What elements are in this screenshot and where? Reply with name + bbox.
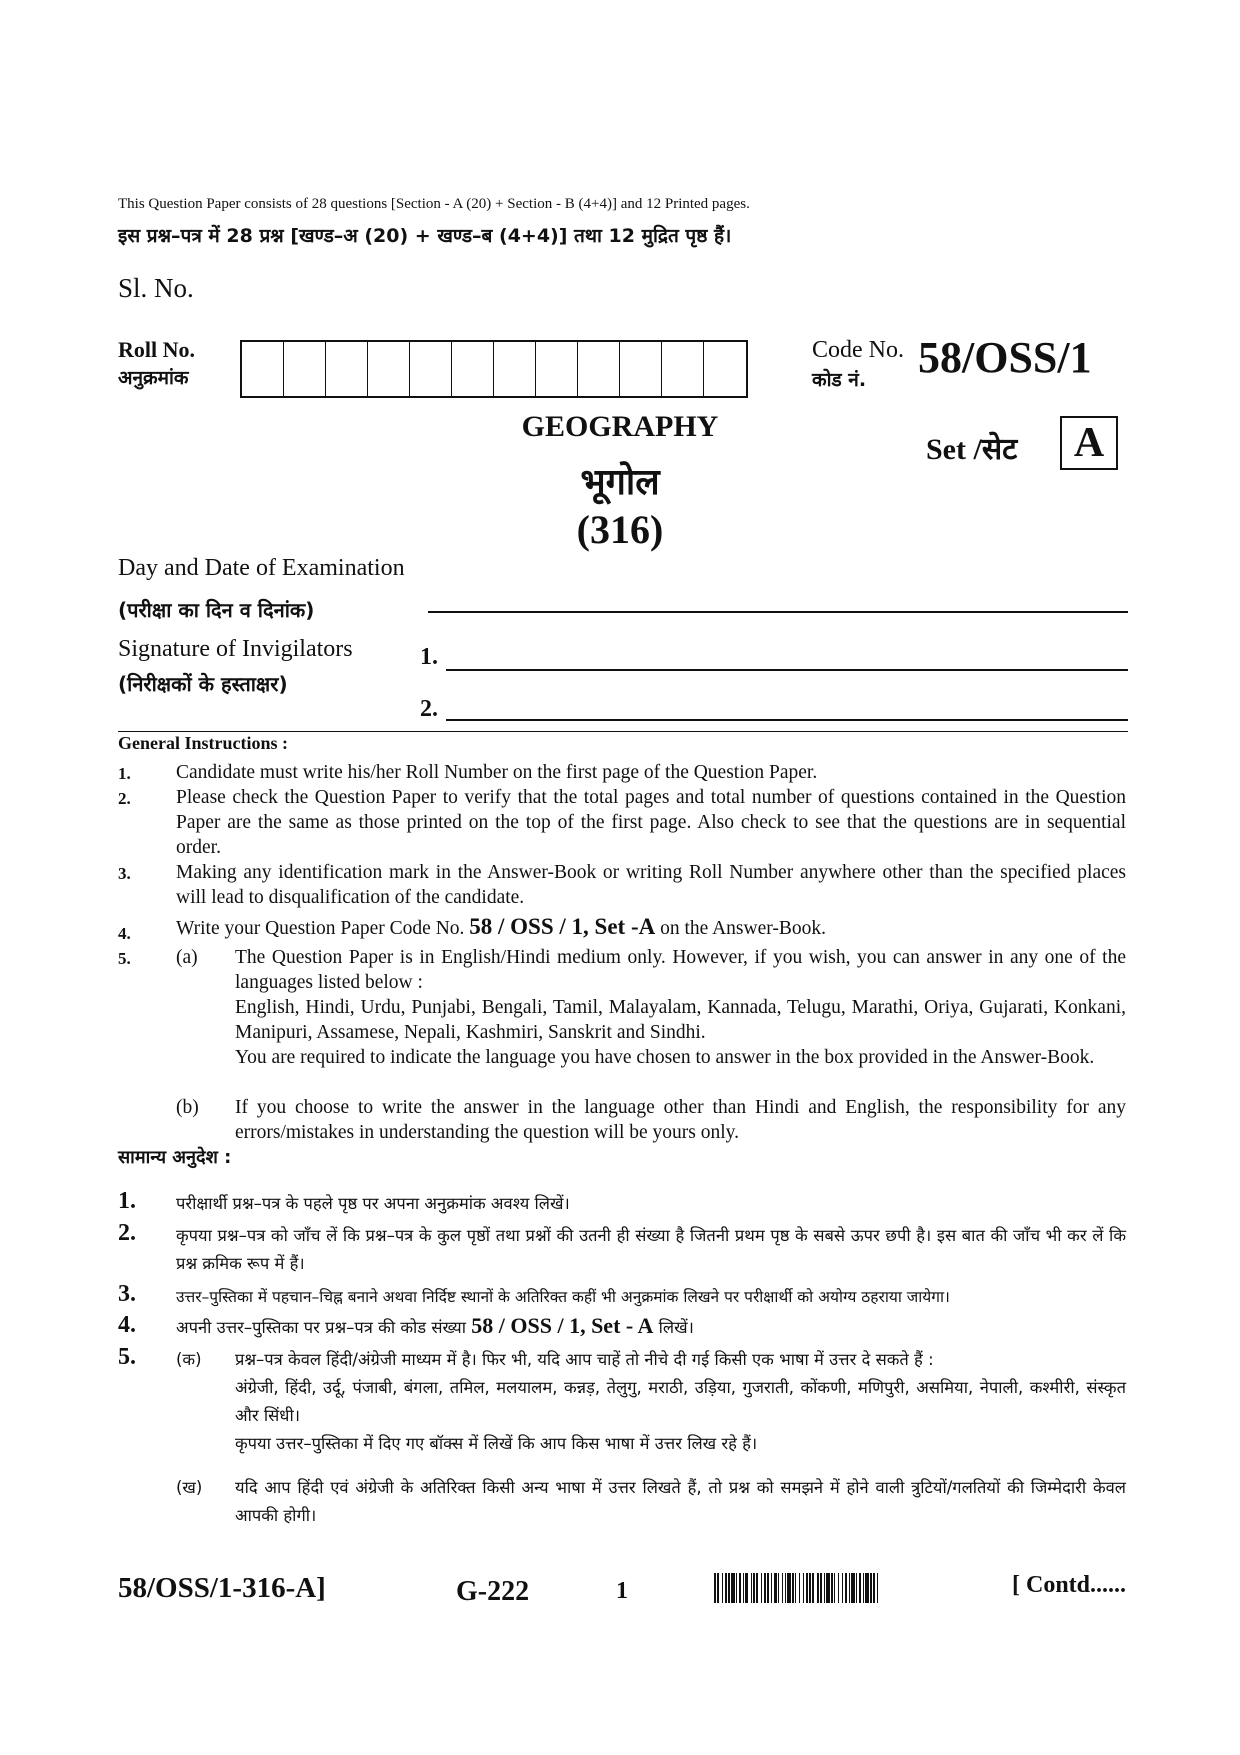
barcode-stripe [878,1573,881,1603]
sub-instruction-mark: (a) [176,947,198,968]
barcode [714,1573,1006,1603]
instruction-text-hindi: कृपया प्रश्न–पत्र को जाँच लें कि प्रश्न–पत्र के कुल पृष्ठों तथा प्रश्नों की उतनी ही संख्या है जितनी प्रथम पृष्ठ के सबसे ऊपर छपी है। इस बात की जाँच भी कर लें कि प्रश्न क्रमिक रूप में हैं। [176,1226,1126,1273]
instruction-text-hindi: उत्तर–पुस्तिका में पहचान–चिह्न बनाने अथवा निर्दिष्ट स्थानों के अतिरिक्त कहीं भी अनुक्रमांक लिखने पर परीक्षार्थी को अयोग्य ठहराया जायेगा। [176,1288,950,1306]
code-number-label: Code No. [812,337,904,363]
language-box-note-hindi: कृपया उत्तर–पुस्तिका में दिए गए बॉक्स में लिखें कि आप किस भाषा में उत्तर लिख रहे हैं। [235,1434,758,1453]
exam-date-line[interactable] [428,611,1128,613]
code-number-value: 58/OSS/1 [918,333,1092,382]
sub-instruction-text-hindi [235,1346,1126,1458]
sub-instruction-mark: (b) [176,1097,199,1118]
exam-date-label-hindi: (परीक्षा का दिन व दिनांक) [118,598,315,622]
roll-number-box[interactable] [620,342,662,396]
roll-number-box[interactable] [284,342,326,396]
instruction-number: 5. [118,949,131,968]
signature-2-line[interactable] [446,719,1128,721]
roll-number-box[interactable] [662,342,704,396]
instruction-text-part: अपनी उत्तर–पुस्तिका पर प्रश्न–पत्र की कोड संख्या [176,1318,472,1337]
roll-number-box[interactable] [368,342,410,396]
instruction-text-part: लिखें। [653,1318,694,1337]
paper-summary-english: This Question Paper consists of 28 questions [Section - A (20) + Section - B (4+4)] and 12 Printed pages. [118,196,750,212]
instruction-text [176,914,1126,941]
sub-instruction-text [235,945,1126,1070]
instruction-number: 4. [118,1312,136,1338]
subject-title: GEOGRAPHY [521,410,719,443]
instruction-number: 4. [118,924,131,943]
set-label: Set /सेट [926,433,1018,466]
instruction-number: 5. [118,1344,136,1370]
roll-number-box[interactable] [536,342,578,396]
medium-note-hindi: प्रश्न–पत्र केवल हिंदी/अंग्रेजी माध्यम में है। फिर भी, यदि आप चाहें तो नीचे दी गई किसी एक भाषा में उत्तर दे सकते हैं : [235,1350,934,1369]
instruction-text-hindi [176,1312,1126,1342]
instruction-number: 1. [118,764,131,783]
footer-series: G-222 [456,1576,530,1607]
paper-summary-hindi: इस प्रश्न–पत्र में 28 प्रश्न [खण्ड–अ (20) + खण्ड–ब (4+4)] तथा 12 मुद्रित पृष्ठ हैं। [118,225,732,247]
subject-code: (316) [576,507,664,552]
instruction-text: Please check the Question Paper to verify that the total pages and total number of questions contained in the Question Paper are the same as those printed on the top of the first page. Also check to see that the questions are in sequential order. [176,787,1126,858]
signature-1-number: 1. [420,644,438,670]
roll-number-box[interactable] [494,342,536,396]
sub-instruction-mark: (ख) [176,1478,203,1497]
instruction-text-hindi: परीक्षार्थी प्रश्न–पत्र के पहले पृष्ठ पर अपना अनुक्रमांक अवश्य लिखें। [176,1194,570,1213]
serial-number-label: Sl. No. [118,273,194,303]
instruction-text: Making any identification mark in the Answer-Book or writing Roll Number anywhere other than the specified places will lead to disqualification of the candidate. [176,862,1126,908]
sub-instruction-text-hindi: यदि आप हिंदी एवं अंग्रेजी के अतिरिक्त किसी अन्य भाषा में उत्तर लिखते हैं, तो प्रश्न को समझने में होने वाली त्रुटियों/गलतियों की जिम्मेदारी केवल आपकी होगी। [235,1478,1126,1525]
language-list-hindi: अंग्रेजी, हिंदी, उर्दू, पंजाबी, बंगला, तमिल, मलयालम, कन्नड़, तेलुगु, मराठी, उड़िया, गुजराती, कोंकणी, मणिपुरी, असमिया, नेपाली, कश्मीरी, संस्कृत और सिंधी। [235,1378,1126,1425]
instruction-number: 1. [118,1188,136,1214]
instruction-number: 2. [118,789,131,808]
subject-title-hindi: भूगोल [580,462,660,503]
roll-number-box[interactable] [326,342,368,396]
roll-number-boxes[interactable] [240,340,748,398]
sub-instruction-text: If you choose to write the answer in the language other than Hindi and English, the responsibility for any errors/mistakes in understanding the question will be yours only. [235,1097,1126,1143]
roll-number-box[interactable] [578,342,620,396]
section-divider [118,731,1128,732]
roll-number-box[interactable] [452,342,494,396]
instruction-text-part: Write your Question Paper Code No. [176,918,470,939]
exam-date-label: Day and Date of Examination [118,555,405,581]
roll-number-box[interactable] [704,342,746,396]
instruction-number: 3. [118,1281,136,1307]
footer-continued: [ Contd...... [1012,1572,1127,1598]
language-box-note: You are required to indicate the language you have chosen to answer in the box provided in the Answer-Book. [235,1047,1095,1068]
paper-code-emphasis: 58 / OSS / 1, Set -A [469,914,656,939]
set-value-box: A [1060,416,1118,470]
signature-2-number: 2. [420,696,438,722]
general-instructions-title: General Instructions : [118,733,288,753]
language-list: English, Hindi, Urdu, Punjabi, Bengali, Tamil, Malayalam, Kannada, Telugu, Marathi, Oriya, Gujarati, Konkani, Manipuri, Assamese, Nepali, Kashmiri, Sanskrit and Sindhi. [235,997,1126,1043]
signature-1-line[interactable] [446,669,1128,671]
hindi-instructions-title: सामान्य अनुदेश : [118,1147,232,1168]
instruction-text-part: on the Answer-Book. [655,918,826,939]
instruction-number: 3. [118,864,131,883]
roll-number-label-hindi: अनुक्रमांक [118,367,189,389]
roll-number-box[interactable] [242,342,284,396]
invigilator-signature-label-hindi: (निरीक्षकों के हस्ताक्षर) [118,672,288,696]
roll-number-box[interactable] [410,342,452,396]
instruction-number: 2. [118,1220,136,1246]
medium-note: The Question Paper is in English/Hindi medium only. However, if you wish, you can answer in any one of the languages listed below : [235,947,1126,993]
footer-paper-code: 58/OSS/1-316-A] [118,1572,326,1604]
code-number-label-hindi: कोड नं. [812,369,867,391]
instruction-text: Candidate must write his/her Roll Number on the first page of the Question Paper. [176,762,818,783]
roll-number-label: Roll No. [118,337,195,362]
sub-instruction-mark: (क) [176,1350,202,1369]
invigilator-signature-label: Signature of Invigilators [118,636,353,662]
footer-page-number: 1 [616,1578,628,1604]
paper-code-emphasis: 58 / OSS / 1, Set - A [471,1313,654,1338]
